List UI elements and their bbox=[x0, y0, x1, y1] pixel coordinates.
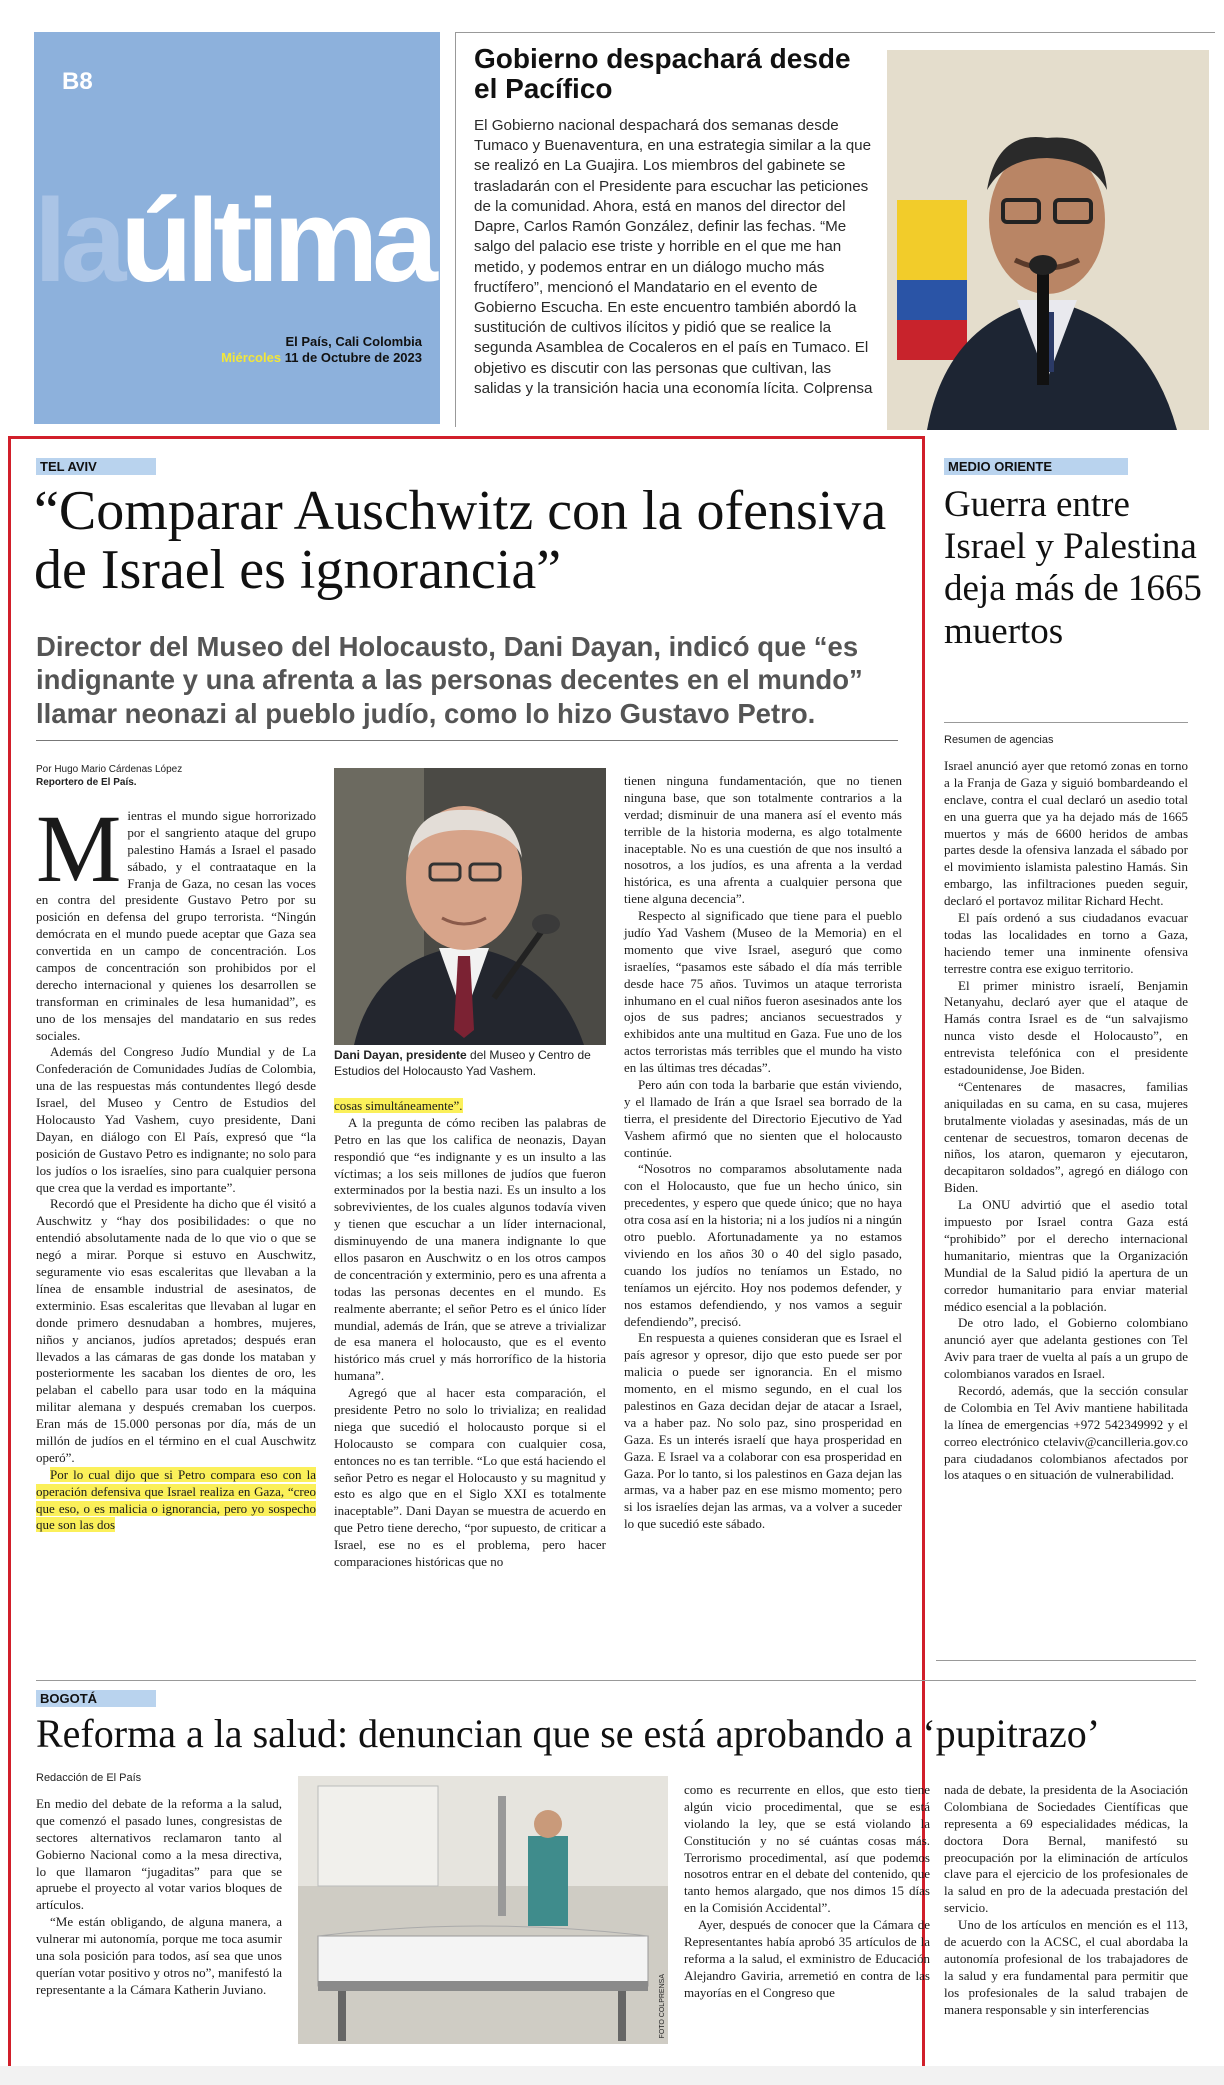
drop-cap: M bbox=[36, 795, 122, 902]
kicker-medio-oriente: MEDIO ORIENTE bbox=[944, 458, 1128, 476]
paragraph: “Centenares de masacres, familias aniquiladas en su cama, en su casa, mujeres brutalmente violadas y asesinadas, más de un centenar de secuestros, tomaron decenas de niños, los ataron, quemaron y ejecutaron, decapitaron soldados”, agregó en diálogo con Biden. bbox=[944, 1078, 1188, 1196]
byline bbox=[36, 763, 182, 789]
hospital-image bbox=[298, 1776, 668, 2044]
bottom-headline: Reforma a la salud: denuncian que se está aprobando a ‘pupitrazo’ bbox=[36, 1711, 1101, 1756]
paragraph: Israel anunció ayer que retomó zonas en torno a la Franja de Gaza y siguió bombardeando el enclave, contra el cual declaró un asedio total en una guerra que ya ha dejado más de 1665 muertos y más de 6600 heridos de ambas partes desde la ofensiva lanzada el sábado por el movimiento islamista palestino Hamás. Sin embargo, las infiltraciones pueden seguir, declaró el portavoz militar Richard Hecht. bbox=[944, 758, 1188, 909]
viewer-toolbar bbox=[0, 2066, 1224, 2085]
photo-caption bbox=[334, 1048, 606, 1079]
paragraph: En respuesta a quienes consideran que es Israel el país agresor y opresor, dijo que esto puede ser por malicia o puede ser ignorancia. En el mismo momento, en el mismo segundo, en el cual los palestinos en Gaza decidan dejar de atacar a Israel, va a haber paz. No solo paz, sino prosperidad en Gaza. Es un interés israelí que haya prosperidad en Gaza. E Israel va a colaborar con esa prosperidad en Gaza. Por lo tanto, si los palestinos en Gaza dejan las armas, va a haber paz en ese mismo momento; pero si los israelíes dejan las armas, va a volver a suceder lo que sucedió este sábado. bbox=[624, 1330, 902, 1532]
paragraph: Pero aún con toda la barbarie que están viviendo, y el llamado de Irán a que Israel sea borrado de la tierra, el presidente del Directorio Ejecutivo de Yad Vashem afirmó que no sienten que el holocausto continúe. bbox=[624, 1077, 902, 1160]
weekday: Miércoles bbox=[221, 349, 282, 365]
paragraph: Además del Congreso Judío Mundial y de La Confederación de Comunidades Judías de Colombia, una de las respuestas más contundentes llegó desde Israel, del Museo y Centro de Estudios del Holocausto Yad Vashem, cuyo presidente, Dani Dayan, en diálogo con El País, expresó que “la posición de Gustavo Petro es indignante; no solo para los judíos o los israelíes, sino para cualquier persona que crea que la verdad es importante”. bbox=[36, 1044, 316, 1195]
paragraph: El primer ministro israelí, Benjamin Netanyahu, declaró ayer que el ataque de Hamás contra Israel es de “un salvajismo nunca visto desde el Holocausto”, en entrevista telefónica con el presidente estadounidense, Joe Biden. bbox=[944, 977, 1188, 1078]
caption-name: Dani Dayan, presidente bbox=[334, 1048, 467, 1062]
brand-main: última bbox=[120, 175, 432, 307]
paragraph: Recordó que el Presidente ha dicho que él visitó a Auschwitz y “hay dos posibilidades: o que no entendió absolutamente nada de lo que vio o que se negó a mirar. Porque si estuvo en Auschwitz, seguramente vio esas escaleritas que llevaban a la línea de ensamble industrial de asesinatos, de exterminio. Esas escaleritas que llevaban al lugar en donde primero desnudaban a hombres, mujeres, niños y ancianos, judíos apretados; después eran llevados a las cámaras de gas donde los mataban y posteriormente les sacaban los dientes de oro, les pelaban el cabello para usar todo en la máquina militar alemana y después cremaban los cuerpos. Eran más de 15.000 personas por día, más de un millón de judíos en el término en el cual Auschwitz operó”. bbox=[36, 1196, 316, 1465]
page-number: B8 bbox=[62, 68, 93, 95]
paragraph: La ONU advirtió que el asedio total impuesto por Israel contra Gaza está “prohibido” por el derecho internacional humanitario, mientras que la Organización Mundial de la Salud pidió la apertura de un corredor humanitario para enviar material médico esencial a la población. bbox=[944, 1197, 1188, 1314]
bottom-byline: Redacción de El País bbox=[36, 1772, 142, 1784]
portrait-image bbox=[334, 768, 606, 1045]
portrait-image bbox=[887, 50, 1209, 430]
paragraph: Respecto al significado que tiene para el pueblo judío Yad Vashem (Museo de la Memoria) en el momento que vive Israel, aseguró que como israelíes, “pasamos este sábado el día más terrible desde hace 75 años. Tuvimos un ataque terrorista inhumano en el cual niños fueron asesinados ante los ojos de sus padres; ancianos secuestrados y exhibidos ante una multitud en Gaza. Fue uno de los actos terroristas más terribles que el mundo ha visto en las últimas tres décadas”. bbox=[624, 908, 902, 1076]
main-column-3 bbox=[624, 773, 902, 1533]
paragraph: nada de debate, la presidenta de la Asociación Colombiana de Sociedades Científicas que representa a 69 especialidades médicas, la doctora Dora Bernal, manifestó su preocupación por la eliminación de artículos clave para el ejercicio de los profesionales de la salud en pro de la adecuada prestación del servicio. bbox=[944, 1782, 1188, 1916]
paragraph: como es recurrente en ellos, que esto tiene algún vicio procedimental, que se está violando la ley, que se está violando la Constitución y no sé cuántas cosas más. Terrorismo procedimental, así que podemos nosotros entrar en el debate del contenido, que tanto hemos alargado, que nos dimos 15 días en la Comisión Accidental”. bbox=[684, 1782, 930, 1916]
hospital-photo bbox=[298, 1776, 668, 2044]
bottom-column-4 bbox=[944, 1782, 1188, 2018]
paragraph: ientras el mundo sigue horrorizado por el sangriento ataque del grupo palestino Hamás a Israel el pasado sábado, y el contraataque en la Franja de Gaza, no cesan las voces en contra del presidente Gustavo Petro por su posición en defensa del grupo terrorista. “Ningún demócrata en el mundo puede aceptar que Gaza sea convertida en un campo de concentración. Los campos de concentración son prohibidos por el derecho internacional y quienes los desarrollen se transforman en criminales de lesa humanidad”, es uno de los mensajes del mandatario en sus redes sociales. bbox=[36, 808, 316, 1043]
byline-author: Por Hugo Mario Cárdenas López bbox=[36, 764, 183, 775]
caption-text: del Museo y Centro de Estudios del Holocausto Yad Vashem. bbox=[334, 1048, 591, 1078]
bottom-column-1 bbox=[36, 1796, 282, 1999]
paragraph: De otro lado, el Gobierno colombiano anunció ayer que adelanta gestiones con Tel Aviv para traer de vuelta al país a un grupo de colombianos varados en Israel. bbox=[944, 1315, 1188, 1382]
highlighted-quote: Por lo cual dijo que si Petro compara eso con la operación defensiva que Israel realiza en Gaza, “creo que eso, o es malicia o ignorancia, pero yo sospecho que son las dos bbox=[36, 1466, 316, 1533]
kicker-bogota: BOGOTÁ bbox=[36, 1690, 156, 1708]
paragraph: “Me están obligando, de alguna manera, a vulnerar mi autonomía, porque me toca asumir una sola posición para todos, así sea que unos querían votar positivo y otros no”, manifestó la representante a la Cámara Katherin Juviano. bbox=[36, 1914, 282, 1997]
bottom-column-3 bbox=[684, 1782, 930, 2002]
dayan-photo bbox=[334, 768, 606, 1045]
top-story-body: El Gobierno nacional despachará dos semanas desde Tumaco y Buenaventura, en una estrategia similar a la que se realizó en La Guajira. Los miembros del gabinete se trasladarán con el Presidente para escuchar las peticiones de la comunidad. Ahora, está en manos del director del Dapre, Carlos Ramón González, definir las fechas. “Me salgo del palacio ese triste y horrible en el que me han metido, y podemos entrar en un diálogo mucho más fructífero”, mencionó el Mandatario en el evento de Gobierno Escucha. En este encuentro también abordó la sustitución de cultivos ilícitos y pidió que se realice la segunda Asamblea de Cocaleros en el país en Tumaco. El objetivo es discutir con las personas que cultivan, las salidas y la transición hacia una economía lícita. Colprensa bbox=[474, 117, 873, 397]
highlighted-quote: cosas simultáneamente”. bbox=[334, 1098, 463, 1113]
sidebar-headline: Guerra entre Israel y Palestina deja más de 1665 muertos bbox=[944, 484, 1202, 652]
byline-role: Reportero de El País. bbox=[36, 777, 137, 788]
main-column-2 bbox=[334, 1098, 606, 1571]
dateline bbox=[221, 334, 422, 365]
paragraph: A la pregunta de cómo reciben las palabras de Petro en las que los califica de neonazis, Dayan respondió que “es indignante y es un insulto a las víctimas; a los seis millones de judíos que fueron exterminados por la bestia nazi. Es un insulto a los sobrevivientes, de los cuales algunos todavía viven y tienen que escuchar a un líder internacional, disminuyendo de una manera indignante lo que ellos pasaron en Auschwitz o en los otros campos de concentración y exterminio, pero es una afrenta a todas las personas decentes en el mundo. Es realmente aberrante; el señor Petro es el único líder mundial, además de Irán, que se atreve a trivializar de esa manera el holocausto, que es el evento histórico más cruel y más horrorífico de la historia humana”. bbox=[334, 1114, 606, 1384]
paragraph: “Nosotros no comparamos absolutamente nada con el Holocausto, que fue un hecho único, sin precedentes, y espero que quede único; que no haya otra cosa así en la historia; ni a los judíos ni a ningún otro pueblo. Afortunadamente ya no estamos viviendo en los años 30 o 40 del siglo pasado, cuando los judíos no teníamos un Estado, no teníamos un ejército. Hoy nos podemos defender, y nos estamos defendiendo, y nos vamos a seguir defendiendo”, precisó. bbox=[624, 1161, 902, 1329]
paragraph: Agregó que al hacer esta comparación, el presidente Petro no solo lo trivializa; en realidad niega que sucedió el holocausto porque si el Holocausto se compara con cualquier cosa, entonces no es tan terrible. “Lo que está haciendo el señor Petro es negar el Holocausto y su magnitud y esto es algo que en el Siglo XXI es totalmente inaceptable”. Dani Dayan se muestra de acuerdo en que Petro tiene derecho, “por supuesto, de criticar a Israel, ese no es el problema, pero hacer comparaciones históricas que no bbox=[334, 1385, 606, 1570]
sidebar-body bbox=[944, 758, 1188, 1484]
main-column-1 bbox=[36, 795, 316, 1534]
main-subheadline: Director del Museo del Holocausto, Dani Dayan, indicó que “es indignante y una afrenta a las personas decentes en el mundo” llamar neonazi al pueblo judío, como lo hizo Gustavo Petro. bbox=[36, 631, 863, 729]
issue-date: 11 de Octubre de 2023 bbox=[284, 349, 422, 365]
sidebar-byline: Resumen de agencias bbox=[944, 734, 1054, 746]
paragraph: Recordó, además, que la sección consular de Colombia en Tel Aviv mantiene habilitada la línea de emergencias +972 542349992 y el correo electrónico ctelaviv@cancilleria.gov.co para ciudadanos colombianos afectados por los ataques o en situación de vulnerabilidad. bbox=[944, 1382, 1188, 1483]
section-masthead bbox=[34, 32, 440, 424]
section-brand bbox=[34, 175, 432, 307]
brand-prefix: la bbox=[34, 175, 121, 307]
paragraph: El país ordenó a sus ciudadanos evacuar todas las localidades en torno a Gaza, haciendo temer una inminente ofensiva terrestre contra ese exiguo territorio. bbox=[944, 910, 1188, 976]
paragraph: Uno de los artículos en mención es el 113, de acuerdo con la ACSC, el cual abordaba la autonomía profesional de los trabajadores de la salud y era fundamental para permitir que los profesionales de la salud trabajen de manera responsable y sin interferencias bbox=[944, 1917, 1188, 2017]
paragraph: tienen ninguna fundamentación, que no tienen ninguna base, que son totalmente contrarios a la verdad; disminuir de una manera así el evento más terrible de la historia moderna, es algo totalmente inaceptable. No es una cuestión de que nos insultó a nosotros, a los judíos, es una afrenta a la verdad histórica, es una afrenta a cualquier persona que tiene alguna decencia”. bbox=[624, 773, 902, 907]
top-story-title: Gobierno despachará desde el Pacífico bbox=[474, 43, 851, 105]
top-story-photo bbox=[887, 50, 1209, 430]
photo-credit: FOTO COLPRENSA bbox=[659, 1973, 666, 2038]
main-headline: “Comparar Auschwitz con la ofensiva de Israel es ignorancia” bbox=[34, 480, 887, 601]
paragraph: Ayer, después de conocer que la Cámara de Representantes había aprobó 35 artículos de la reforma a la salud, el exministro de Educación Alejandro Gaviria, arremetió en contra de las mayorías en el Congreso que bbox=[684, 1917, 930, 2000]
kicker-tel-aviv: TEL AVIV bbox=[36, 458, 156, 476]
paragraph: En medio del debate de la reforma a la salud, que comenzó el pasado lunes, congresistas de sectores alternativos reclamaron tanto al Gobierno Nacional como a la mesa directiva, lo que llamaron “jugaditas” para que se apruebe el proyecto al votar varios bloques de artículos. bbox=[36, 1796, 282, 1913]
paper-name: El País, Cali Colombia bbox=[285, 334, 422, 349]
